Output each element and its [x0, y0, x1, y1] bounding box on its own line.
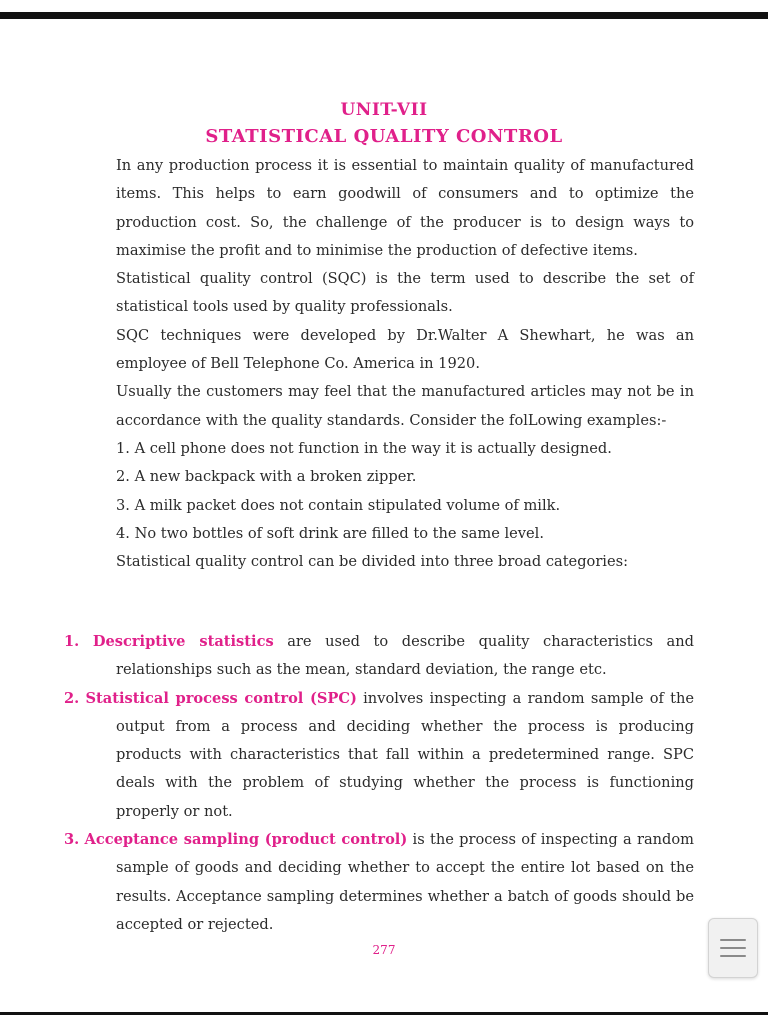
paragraph: Statistical quality control (SQC) is the term used to describe the set of statistical tools used by quality professionals.	[116, 270, 694, 316]
category-item	[64, 628, 694, 685]
paragraph: SQC techniques were developed by Dr.Walter A Shewhart, he was an employee of Bell Telephone Co. America in 1920.	[116, 326, 694, 373]
bottom-border	[0, 1012, 768, 1015]
chapter-title: STATISTICAL QUALITY CONTROL	[205, 126, 563, 147]
paragraph: In any production process it is essential to maintain quality of manufactured items. This helps to earn goodwill of consumers and to optimize the production cost. So, the challenge of the producer is to design ways to maximise the profit and to minimise the production of defective items.	[116, 157, 694, 259]
example-item: 3. A milk packet does not contain stipulated volume of milk.	[116, 496, 561, 514]
category-term: Acceptance sampling (product control)	[84, 831, 408, 849]
category-item	[64, 826, 694, 939]
example-item: 4. No two bottles of soft drink are filled to the same level.	[116, 524, 544, 542]
category-text: is the process of inspecting a random sample of goods and deciding whether to accept the entire lot based on the results. Acceptance sampling determines whether a batch of goods should be accepted or rejected.	[116, 831, 695, 933]
category-term: Statistical process control (SPC)	[85, 689, 357, 707]
category-number: 1.	[64, 633, 80, 650]
example-item: 1. A cell phone does not function in the way it is actually designed.	[116, 439, 612, 457]
unit-heading: UNIT-VII	[340, 100, 428, 120]
category-number: 3.	[64, 831, 80, 849]
categories-list	[64, 628, 694, 939]
category-text: are used to describe quality characteristics and relationships such as the mean, standard deviation, the range etc.	[116, 633, 694, 679]
category-number: 2.	[64, 689, 80, 707]
category-term: Descriptive statistics	[92, 633, 274, 650]
paragraph: Usually the customers may feel that the manufactured articles may not be in accordance with the quality standards. Consider the folLowing examples:-	[116, 383, 694, 429]
example-item: 2. A new backpack with a broken zipper.	[116, 468, 417, 486]
categories-intro: Statistical quality control can be divided into three broad categories:	[116, 553, 629, 571]
menu-icon	[720, 939, 746, 957]
intro-section	[116, 152, 694, 576]
page-number: 277	[372, 943, 396, 957]
category-text: involves inspecting a random sample of the output from a process and deciding whether the process is producing products with characteristics that fall within a predetermined range. SPC deals with the problem of studying whether the process is functioning properly or not.	[116, 689, 695, 820]
menu-button[interactable]	[708, 918, 758, 978]
top-border	[0, 12, 768, 19]
category-item	[64, 685, 694, 826]
